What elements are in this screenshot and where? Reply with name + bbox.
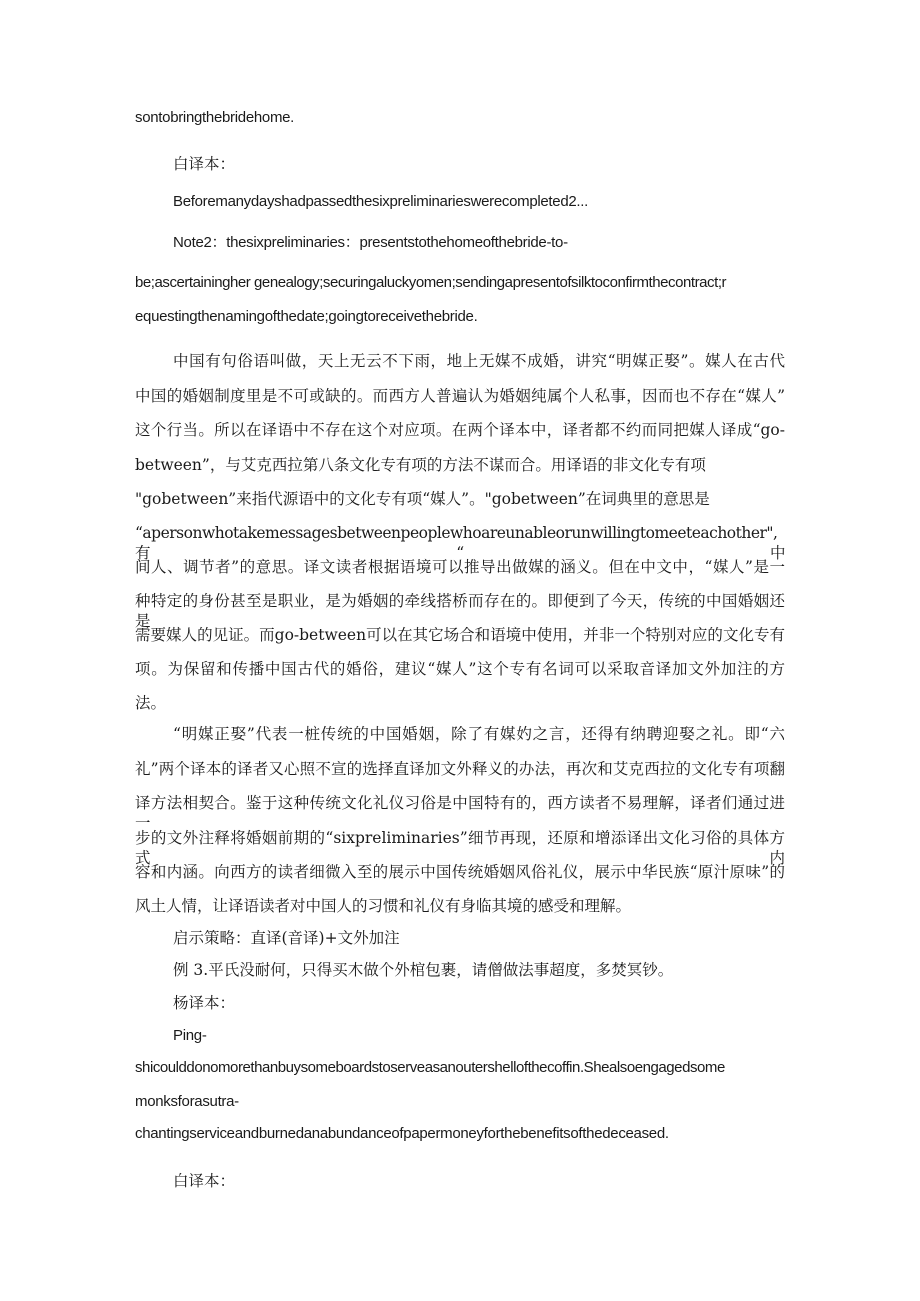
note-line: Note2：thesixpreliminaries：presentstothehomeofthebride-to- bbox=[173, 234, 568, 251]
text-line: sontobringthebridehome. bbox=[135, 109, 295, 126]
translation-label: 杨译本： bbox=[173, 994, 236, 1012]
paragraph-line: 间人、调节者”的意思。译文读者根据语境可以推导出做媒的涵义。但在中文中，“媒人”是一 bbox=[135, 558, 785, 576]
paragraph-line: "gobetween”来指代源语中的文化专有项“媒人”。"gobetween”在词典里的意思是 bbox=[135, 490, 710, 508]
paragraph-line: between”，与艾克西拉第八条文化专有项的方法不谋而合。用译语的非文化专有项 bbox=[135, 456, 706, 474]
paragraph-line: 种特定的身份甚至是职业，是为婚姻的牵线搭桥而存在的。即便到了今天，传统的中国婚姻还是 bbox=[135, 592, 785, 630]
note-line: equestingthenamingofthedate;goingtoreceivethebride. bbox=[135, 308, 478, 325]
paragraph-line: 这个行当。所以在译语中不存在这个对应项。在两个译本中，译者都不约而同把媒人译成“go- bbox=[135, 421, 785, 439]
text-line: monksforasutra- bbox=[135, 1093, 239, 1110]
note-line: be;ascertainingher genealogy;securingaluckyomen;sendingapresentofsilktoconfirmthecontract;r bbox=[135, 274, 727, 291]
paragraph-line: 容和内涵。向西方的读者细微入至的展示中国传统婚姻风俗礼仪，展示中华民族“原汁原味”的 bbox=[135, 863, 785, 881]
paragraph-line: 项。为保留和传播中国古代的婚俗，建议“媒人”这个专有名词可以采取音译加文外加注的方 bbox=[135, 660, 785, 678]
paragraph-line: 中国有句俗语叫做，天上无云不下雨，地上无媒不成婚，讲究“明媒正娶”。媒人在古代 bbox=[173, 352, 785, 370]
text-line: chantingserviceandburnedanabundanceofpapermoneyforthebenefitsofthedeceased. bbox=[135, 1125, 669, 1142]
paragraph-line: 法。 bbox=[135, 694, 167, 712]
translation-label: 白译本： bbox=[173, 1172, 236, 1190]
paragraph-line: 需要媒人的见证。而go-between可以在其它场合和语境中使用，并非一个特别对应的文化专有 bbox=[135, 626, 785, 644]
paragraph-line: 译方法相契合。鉴于这种传统文化礼仪习俗是中国特有的，西方读者不易理解，译者们通过进一 bbox=[135, 794, 785, 832]
text-line: Beforemanydayshadpassedthesixpreliminarieswerecompleted2... bbox=[173, 193, 589, 210]
example-line: 例 3.平氏没耐何，只得买木做个外棺包裹，请僧做法事超度，多焚冥钞。 bbox=[173, 961, 674, 979]
translation-label: 白译本： bbox=[173, 155, 236, 173]
paragraph-line: 中国的婚姻制度里是不可或缺的。而西方人普遍认为婚姻纯属个人私事，因而也不存在“媒人” bbox=[135, 387, 785, 405]
paragraph-line: 风土人情，让译语读者对中国人的习惯和礼仪有身临其境的感受和理解。 bbox=[135, 897, 632, 915]
paragraph-line: 礼”两个译本的译者又心照不宣的选择直译加文外释义的办法，再次和艾克西拉的文化专有项翻 bbox=[135, 760, 785, 778]
paragraph-line: 步的文外注释将婚姻前期的“sixpreliminaries”细节再现，还原和增添译出文化习俗的具体方式内 bbox=[135, 829, 785, 867]
paragraph-line: “明媒正娶”代表一桩传统的中国婚姻，除了有媒妁之言，还得有纳聘迎娶之礼。即“六 bbox=[173, 725, 785, 743]
text-line: shicoulddonomorethanbuysomeboardstoserveasanoutershellofthecoffin.Shealsoengagedsome bbox=[135, 1059, 725, 1076]
strategy-line: 启示策略：直译(音译)+文外加注 bbox=[173, 929, 400, 947]
text-line: Ping- bbox=[173, 1027, 207, 1044]
paragraph-line: “apersonwhotakemessagesbetweenpeoplewhoareunableorunwillingtomeeteachother",有“中 bbox=[135, 524, 785, 562]
